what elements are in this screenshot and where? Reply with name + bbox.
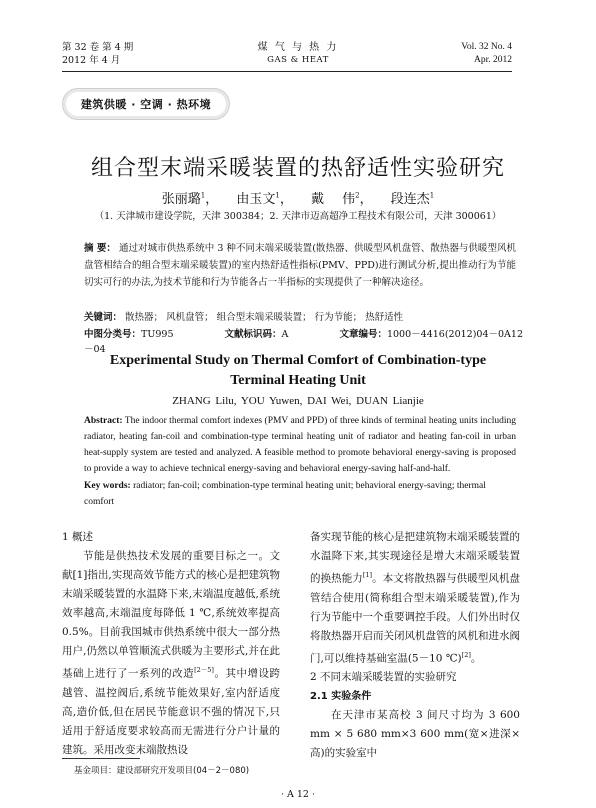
abstract-zh-label: 摘 要： [84, 243, 116, 254]
section-1-heading: 1 概述 [62, 531, 94, 543]
abstract-en-text: The indoor thermal comfort indexes (PMV and PPD) of three kinds of terminal heating units including radiator, heating fan-coil and combination-type terminal heating unit of radiator and heating fan-coil in urban heat-supply system are tested and analyzed. A feasible method to promote behavioral energy-saving is proposed to provide a way to achieve technical energy-saving and behavioral energy-saving half-and-half. [84, 416, 516, 474]
article-no-value: 1000－4416(2012)04－0A12－04 [84, 329, 523, 355]
author-name: 戴 伟 [311, 192, 356, 207]
body-text: 。本文将散热器与供暖型风机盘管结合使用(简称组合型末端采暖装置),作为行为节能中一个重要调控手段。人们外出时仅将散热器开启而关闭风机盘管的风机和进水阀门,可以维持基础室温(5－10 ℃) [310, 572, 521, 664]
author-affil-mark: 2 [355, 191, 360, 200]
clc-value: TU995 [141, 329, 174, 340]
affiliation-zh: （1. 天津城市建设学院，天津 300384；2. 天津市迈高超净工程技术有限公司，天津 300061） [94, 211, 502, 222]
author-list-zh: 张丽璐$^1$， 由玉文$^1$， 戴 伟$^2$， 段连杰$^1$ [161, 191, 435, 207]
article-no-label: 文章编号： [339, 329, 387, 340]
paper-title-en [0, 351, 596, 391]
keywords-zh [84, 310, 524, 325]
journal-name-en: GAS & HEAT [267, 55, 329, 65]
doc-code-value: A [281, 329, 289, 340]
author-affil-mark: 1 [429, 191, 435, 200]
keywords-en [84, 478, 516, 510]
body-paragraph [310, 528, 520, 668]
author-name: 张丽璐 [161, 192, 201, 207]
citation: [1] [362, 571, 373, 579]
citation: [2] [461, 650, 471, 659]
body-paragraph: 在天津市某高校 3 间尺寸均为 3 600 mm × 5 680 mm×3 600 mm(宽×进深×高)的实验室中 [310, 709, 520, 759]
section-tag [62, 88, 230, 120]
author-list-en: ZHANG Lilu, YOU Yuwen, DAI Wei, DUAN Lianjie [172, 395, 424, 407]
section-2-1-heading: 2.1 实验条件 [310, 691, 372, 702]
title-en-line2: Terminal Heating Unit [230, 373, 366, 388]
page-number: · A 12 · [280, 789, 316, 800]
footnote-funding: 基金项目：建设部研究开发项目(04－2－080) [74, 766, 250, 776]
doc-code-label: 文献标识码： [224, 329, 282, 340]
body-text: 节能是供热技术发展的重要目标之一。文献[1]指出,实现高效节能方式的核心是把建筑物末端采暖装置的水温降下来,末端温度越低,系统效率越高,末端温度每降低 1 ℃,系统效率提高 0.5%。目前我国城市供热系统中很大一部分热用户,仍然以单管顺流式供暖为主要形式,并在此基础上进行了一系列的改造 [62, 550, 280, 680]
author-affil-mark: 1 [275, 191, 280, 200]
clc-label: 中图分类号： [84, 329, 142, 340]
header-rule [62, 71, 512, 72]
citation: [2－5] [194, 666, 214, 674]
body-text: 。其中增设跨越管、温控阀后,系统节能效果好,室内舒适度高,造价低,但在居民节能意识不强的情况下,只适用于舒适度要求较高而无需进行分户计量的建筑。采用改变末端散热设 [62, 667, 281, 756]
author-name: 由玉文 [236, 192, 276, 207]
header-vol-en: Vol. 32 No. 4 [461, 42, 512, 52]
abstract-en-label: Abstract: [84, 416, 123, 426]
keywords-en-text: radiator; fan-coil; combination-type terminal heating unit; behavioral energy-saving; thermal comfort [84, 481, 486, 507]
section-tag-label: 建筑供暖 · 空调 · 热环境 [80, 98, 212, 111]
body-text: 备实现节能的核心是把建筑物末端采暖装置的水温降下来,其实现途径是增大末端采暖装置的换热能力 [310, 531, 520, 585]
keywords-zh-label: 关键词： [84, 312, 123, 323]
journal-name-zh: 煤 气 与 热 力 [257, 42, 339, 53]
footnote-rule [62, 758, 140, 759]
abstract-zh-text: 通过对城市供热系统中 3 种不同末端采暖装置(散热器、供暖型风机盘管、散热器与供暖型风机盘管相结合的组合型末端采暖装置)的室内热舒适性指标(PMV、PPD)进行测试分析,提出推动行为节能切实可行的办法,为技术节能和行为节能各占一半指标的实现提供了一种解决途径。 [84, 243, 517, 288]
header-vol-zh: 第 32 卷 第 4 期 [62, 42, 134, 53]
header-date-zh: 2012 年 4 月 [62, 55, 121, 66]
body-right-column [310, 528, 520, 763]
keywords-zh-text: 散热器； 风机盘管； 组合型末端采暖装置； 行为节能； 热舒适性 [125, 312, 404, 323]
body-text: 。 [470, 652, 482, 664]
author-name: 段连杰 [390, 192, 430, 207]
body-paragraph [62, 547, 280, 760]
paper-title-zh: 组合型末端采暖装置的热舒适性实验研究 [90, 156, 505, 181]
author-affil-mark: 1 [200, 191, 206, 200]
section-2-heading: 2 不同末端采暖装置的实验研究 [310, 671, 457, 683]
body-left-column [62, 528, 280, 760]
abstract-en [84, 413, 516, 477]
abstract-zh [84, 240, 516, 291]
header-date-en: Apr. 2012 [474, 55, 512, 65]
header-issue-en [461, 41, 512, 67]
title-en-line1: Experimental Study on Thermal Comfort of Combination-type [109, 353, 487, 368]
keywords-en-label: Key words: [84, 481, 131, 491]
